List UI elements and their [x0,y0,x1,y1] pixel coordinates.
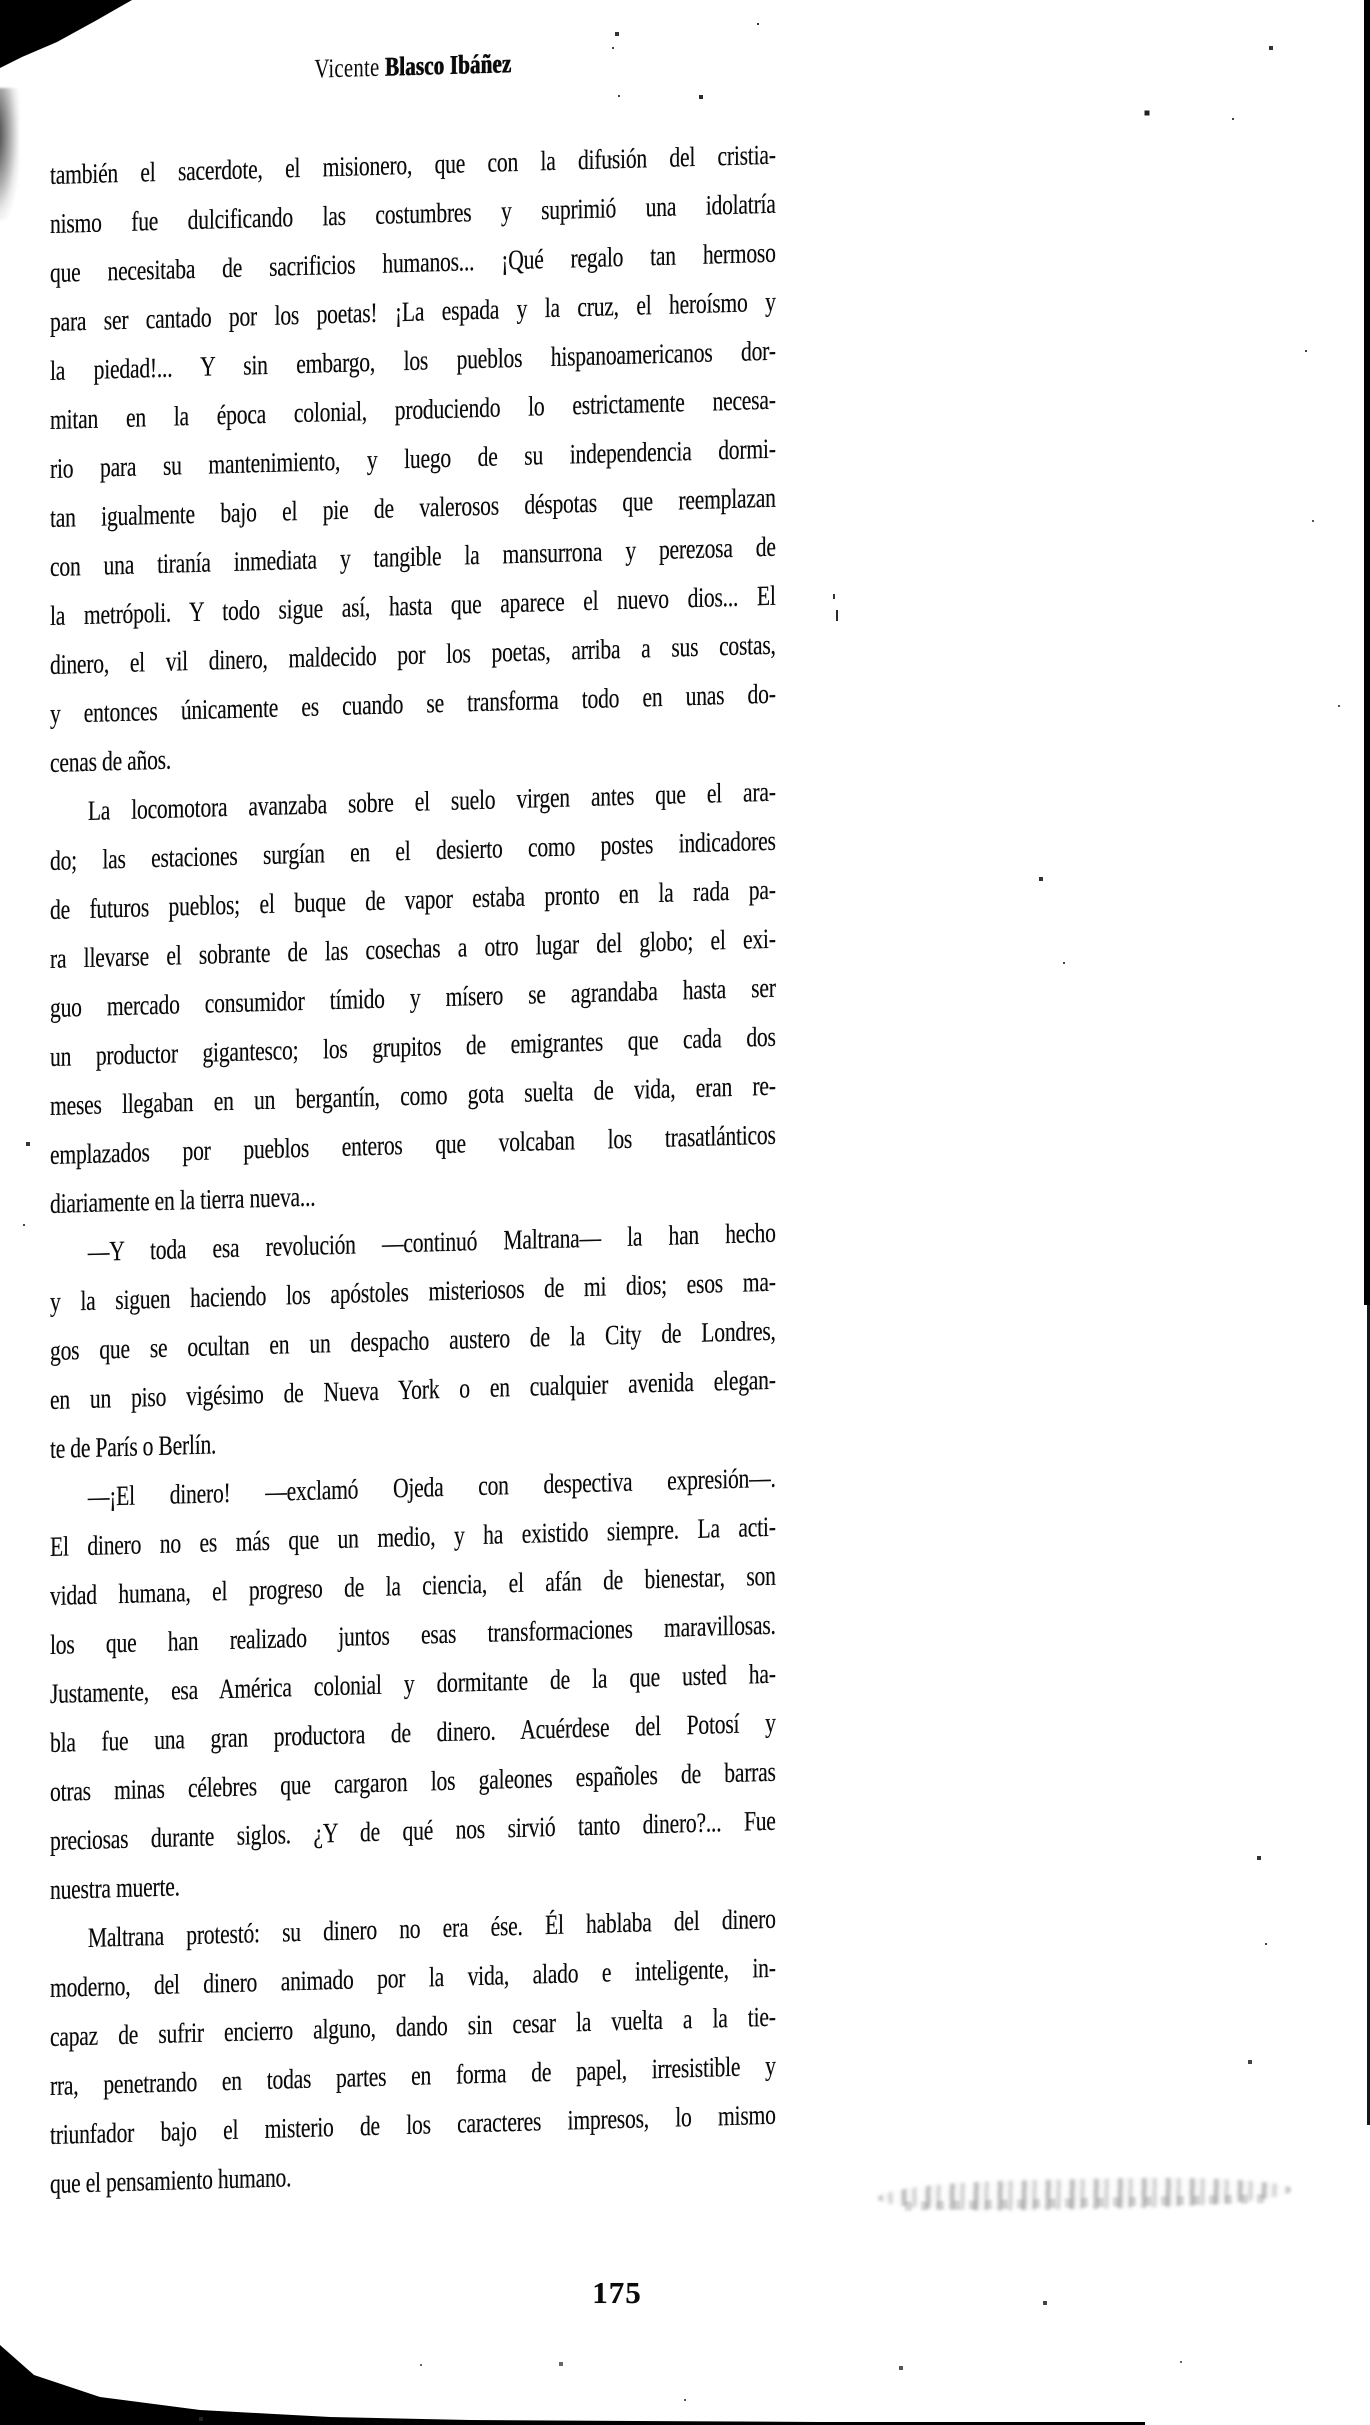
text-line: emplazados por pueblos enteros que volcaban los trasatlánticos [50,1119,776,1171]
text-line: con una tiranía inmediata y tangible la mansurrona y perezosa de [50,531,776,583]
text-line: tan igualmente bajo el pie de valerosos déspotas que reemplazan [50,482,776,534]
scan-noise-dots [0,0,2,2]
text-line: los que han realizado juntos esas transformaciones maravillosas. [50,1609,776,1661]
text-line: dinero, el vil dinero, maldecido por los poetas, arriba a sus costas, [50,629,776,681]
text-line: en un piso vigésimo de Nueva York o en cualquier avenida elegan- [50,1364,776,1416]
text-line: un productor gigantesco; los grupitos de emigrantes que cada dos [50,1021,776,1073]
paragraph [50,1454,776,1915]
text-line: te de París o Berlín. [50,1429,217,1465]
text-line: Justamente, esa América colonial y dormitante de la que usted ha- [50,1658,776,1710]
text-line: nismo fue dulcificando las costumbres y suprimió una idolatría [50,188,776,240]
text-line: diariamente en la tierra nueva... [50,1181,316,1220]
text-line: otras minas célebres que cargaron los galeones españoles de barras [50,1756,776,1808]
text-line: El dinero no es más que un medio, y ha existido siempre. La acti- [50,1511,776,1563]
page-body-text [50,131,776,2209]
paragraph [50,768,776,1229]
text-line: también el sacerdote, el misionero, que con la difusión del cristia- [50,139,776,191]
text-line: nuestra muerte. [50,1871,180,1906]
text-line: preciosas durante siglos. ¿Y de qué nos sirvió tanto dinero?... Fue [50,1805,776,1857]
bleedthrough-smudge-streak [905,2194,1265,2211]
scan-corner-artifact-bottom-left [0,2345,1145,2425]
scan-edge-smudge [0,88,19,220]
text-line: rra, penetrando en todas partes en forma de papel, irresistible y [50,2050,776,2102]
scan-right-edge-strip [1364,0,1370,1305]
page-number: 175 [592,2275,642,2310]
text-line: cenas de años. [50,744,171,779]
scan-noise-tick [833,594,835,599]
text-line: de futuros pueblos; el buque de vapor estaba pronto en la rada pa- [50,874,776,926]
text-line: rio para su mantenimiento, y luego de su independencia dormi- [50,433,776,485]
scan-noise-tick [836,610,838,621]
paragraph [50,1209,776,1474]
scanned-page-content [50,35,776,2209]
text-line: bla fue una gran productora de dinero. Acuérdese del Potosí y [50,1707,776,1759]
text-line: La locomotora avanzaba sobre el suelo virgen antes que el ara- [87,776,776,827]
text-line: mitan en la época colonial, produciendo lo estrictamente necesa- [50,384,776,436]
text-line: do; las estaciones surgían en el desierto como postes indicadores [50,825,776,877]
text-line: Maltrana protestó: su dinero no era ése. Él hablaba del dinero [87,1903,776,1954]
author-name-rest: Blasco Ibáñez [384,48,512,82]
text-line: capaz de sufrir encierro alguno, dando sin cesar la vuelta a la tie- [50,2001,776,2053]
text-line: y entonces únicamente es cuando se transforma todo en unas do- [50,678,776,730]
text-line: la metrópoli. Y todo sigue así, hasta que aparece el nuevo dios... El [50,580,776,632]
text-line: vidad humana, el progreso de la ciencia, el afán de bienestar, son [50,1560,776,1612]
text-line: —¡El dinero! —exclamó Ojeda con despectiva expresión—. [87,1462,776,1513]
author-name-first: Vicente [314,51,380,84]
running-header [50,39,776,93]
text-line: que necesitaba de sacrificios humanos... ¡Qué regalo tan hermoso [50,237,776,289]
paragraph [50,1895,776,2209]
text-line: moderno, del dinero animado por la vida, alado e inteligente, in- [50,1952,776,2004]
text-line: triunfador bajo el misterio de los caracteres impresos, lo mismo [50,2099,776,2151]
text-line: gos que se ocultan en un despacho austero de la City de Londres, [50,1315,776,1367]
text-line: y la siguen haciendo los apóstoles misteriosos de mi dios; esos ma- [50,1266,776,1318]
text-line: —Y toda esa revolución —continuó Maltrana— la han hecho [87,1217,776,1268]
text-line: para ser cantado por los poetas! ¡La espada y la cruz, el heroísmo y [50,286,776,338]
text-line: ra llevarse el sobrante de las cosechas a otro lugar del globo; el exi- [50,923,776,975]
bleedthrough-smudge [878,2175,1293,2214]
text-line: meses llegaban en un bergantín, como gota suelta de vida, eran re- [50,1070,776,1122]
text-line: que el pensamiento humano. [50,2162,292,2200]
text-line: guo mercado consumidor tímido y mísero se agrandaba hasta ser [50,972,776,1024]
text-line: la piedad!... Y sin embargo, los pueblos hispanoamericanos dor- [50,335,776,387]
paragraph [50,131,776,788]
